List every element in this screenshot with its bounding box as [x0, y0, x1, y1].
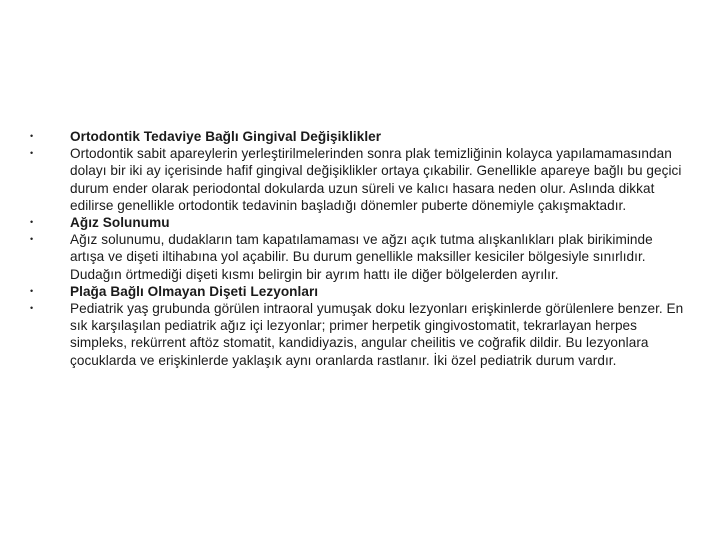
- list-item-text: Ortodontik sabit apareylerin yerleştirilmelerinden sonra plak temizliğinin kolayca yapılamamasından dolayı bir iki ay içerisinde hafif gingival değişiklikler ortaya çıkabilir. Genellikle apareye bağlı bu geçici durum ender olarak periodontal dokularda uzun süreli ve kalıcı hasara neden olur. Aslında dikkat edilirse genellikle ortodontik tedavinin başladığı dönemler puberte dönemiyle çakışmaktadır.: [70, 146, 682, 213]
- list-item-agiz-solunumu-body: [30, 231, 690, 283]
- list-item-heading-plaga-bagli-olmayan: [30, 283, 690, 300]
- list-item-text: Plağa Bağlı Olmayan Dişeti Lezyonları: [70, 283, 319, 299]
- bullet-icon: •: [30, 234, 34, 245]
- list-item-heading-ortodontik: [30, 128, 690, 145]
- bullet-icon: •: [30, 285, 34, 296]
- bullet-icon: •: [30, 303, 34, 314]
- list-item-text: Ağız solunumu, dudakların tam kapatılamaması ve ağzı açık tutma alışkanlıkları plak birikiminde artışa ve dişeti iltihabına yol açabilir. Bu durum genellikle maksiller kesiciler bölgesiyle sınırlıdır. Dudağın örtmediği dişeti kısmı belirgin bir ayrım hattı ile diğer bölgelerden ayrılır.: [70, 232, 653, 282]
- list-item-text: Ortodontik Tedaviye Bağlı Gingival Değişiklikler: [70, 129, 382, 144]
- list-item-ortodontik-body: [30, 145, 690, 214]
- list-item-heading-agiz-solunumu: [30, 214, 690, 231]
- bullet-icon: •: [30, 131, 34, 141]
- bullet-list: [30, 128, 690, 369]
- bullet-icon: •: [30, 148, 34, 159]
- bullet-icon: •: [30, 217, 34, 228]
- list-item-plaga-bagli-olmayan-body: [30, 300, 690, 369]
- list-item-text: Ağız Solunumu: [70, 215, 170, 231]
- list-item-text: Pediatrik yaş grubunda görülen intraoral yumuşak doku lezyonları erişkinlerde görülenlere benzer. En sık karşılaşılan pediatrik ağız içi lezyonlar; primer herpetik gingivostomatit, tekrarlayan herpes simpleks, rekürrent aftöz stomatit, kandidiyazis, angular cheilitis ve coğrafik dildir. Bu lezyonlara çocuklarda ve erişkinlerde yaklaşık aynı oranlarda rastlanır. İki özel pediatrik durum vardır.: [70, 301, 684, 368]
